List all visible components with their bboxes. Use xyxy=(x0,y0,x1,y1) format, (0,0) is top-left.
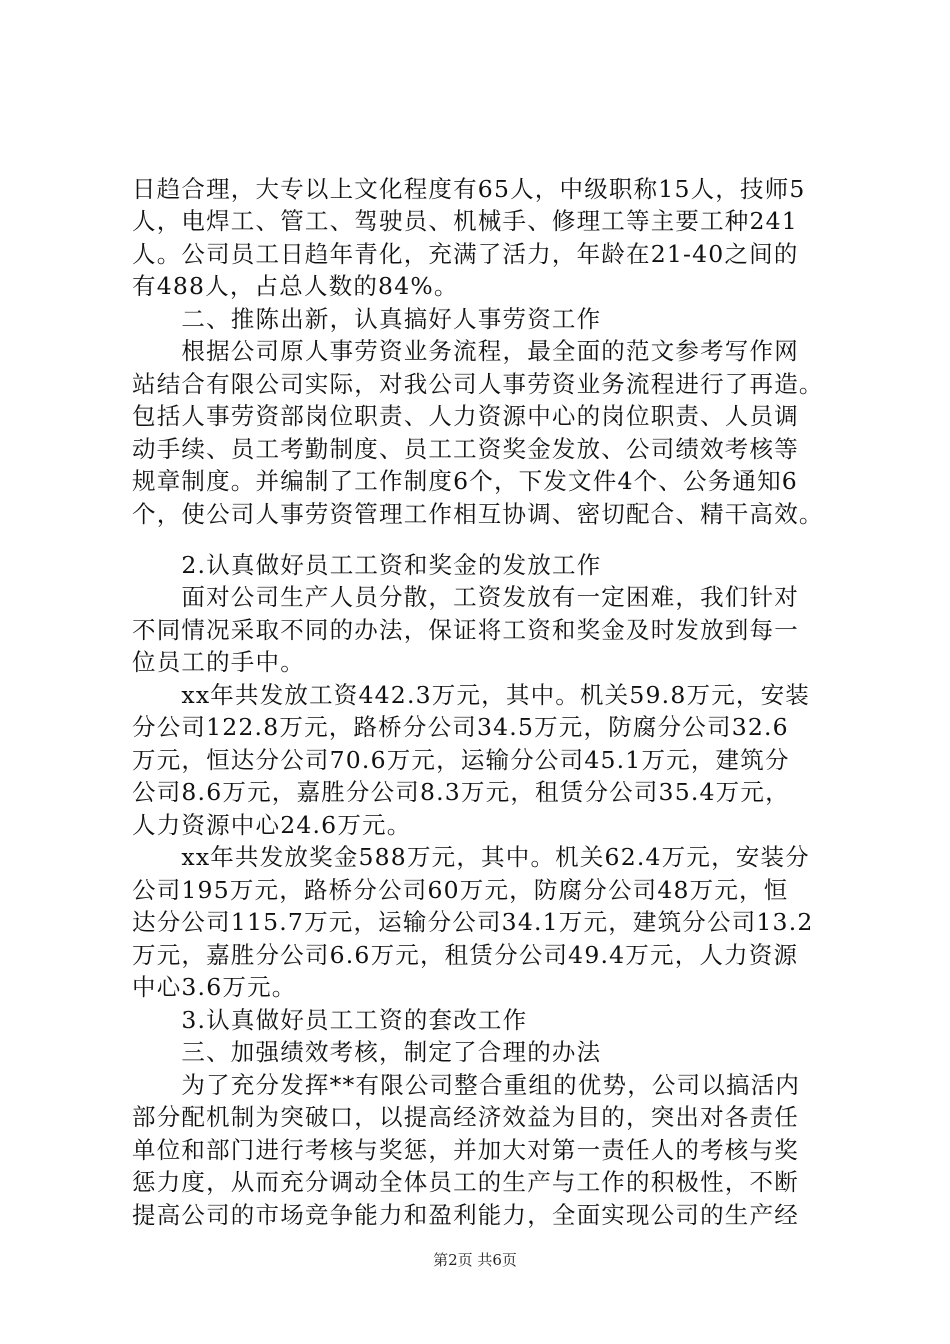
body-text-line: 包括人事劳资部岗位职责、人力资源中心的岗位职责、人员调 xyxy=(132,402,799,430)
body-text-line: 分公司122.8万元，路桥分公司34.5万元，防腐分公司32.6 xyxy=(132,713,789,741)
body-text-line: 人，电焊工、管工、驾驶员、机械手、修理工等主要工种241 xyxy=(132,207,798,235)
body-text-line: xx年共发放工资442.3万元，其中。机关59.8万元，安装 xyxy=(132,681,811,709)
page-footer: 第2页 共6页 xyxy=(433,1251,517,1269)
body-text-line: 公司8.6万元，嘉胜分公司8.3万元，租赁分公司35.4万元， xyxy=(132,778,790,806)
body-text-line: 规章制度。并编制了工作制度6个，下发文件4个、公务通知6 xyxy=(132,467,798,495)
body-text-line: 中心3.6万元。 xyxy=(132,973,297,1001)
body-text-line: 公司195万元，路桥分公司60万元，防腐分公司48万元，恒 xyxy=(132,876,789,904)
body-text-line: 达分公司115.7万元，运输分公司34.1万元，建筑分公司13.2 xyxy=(132,908,814,936)
section-heading: 二、推陈出新，认真搞好人事劳资工作 xyxy=(132,305,602,333)
body-text-line: 日趋合理，大专以上文化程度有65人，中级职称15人，技师5 xyxy=(132,175,806,203)
body-text-line: 惩力度，从而充分调动全体员工的生产与工作的积极性，不断 xyxy=(132,1168,799,1196)
body-text-line: xx年共发放奖金588万元，其中。机关62.4万元，安装分 xyxy=(132,843,810,871)
body-text-line: 人。公司员工日趋年青化，充满了活力，年龄在21-40之间的 xyxy=(132,240,799,268)
section-heading: 三、加强绩效考核，制定了合理的办法 xyxy=(132,1038,602,1066)
body-text-line: 根据公司原人事劳资业务流程，最全面的范文参考写作网 xyxy=(132,337,799,365)
body-text-line: 单位和部门进行考核与奖惩，并加大对第一责任人的考核与奖 xyxy=(132,1136,799,1164)
subsection-heading: 3.认真做好员工工资的套改工作 xyxy=(132,1006,528,1034)
body-text-line: 位员工的手中。 xyxy=(132,648,305,676)
body-text-line: 有488人，占总人数的84%。 xyxy=(132,272,459,300)
body-text-line: 人力资源中心24.6万元。 xyxy=(132,811,412,839)
body-text-line: 面对公司生产人员分散，工资发放有一定困难，我们针对 xyxy=(132,583,799,611)
body-text-line: 不同情况采取不同的办法，保证将工资和奖金及时发放到每一 xyxy=(132,616,799,644)
body-text-line: 万元，嘉胜分公司6.6万元，租赁分公司49.4万元，人力资源 xyxy=(132,941,799,969)
body-text-line: 部分配机制为突破口，以提高经济效益为目的，突出对各责任 xyxy=(132,1103,799,1131)
body-text-line: 站结合有限公司实际，对我公司人事劳资业务流程进行了再造。 xyxy=(132,370,824,398)
subsection-heading: 2.认真做好员工工资和奖金的发放工作 xyxy=(132,551,602,579)
body-text-line: 动手续、员工考勤制度、员工工资奖金发放、公司绩效考核等 xyxy=(132,435,799,463)
body-text-line: 为了充分发挥**有限公司整合重组的优势，公司以搞活内 xyxy=(132,1071,801,1099)
body-text-line: 提高公司的市场竞争能力和盈利能力，全面实现公司的生产经 xyxy=(132,1201,799,1229)
body-text-line: 万元，恒达分公司70.6万元，运输分公司45.1万元，建筑分 xyxy=(132,746,790,774)
body-text-line: 个，使公司人事劳资管理工作相互协调、密切配合、精干高效。 xyxy=(132,500,824,528)
